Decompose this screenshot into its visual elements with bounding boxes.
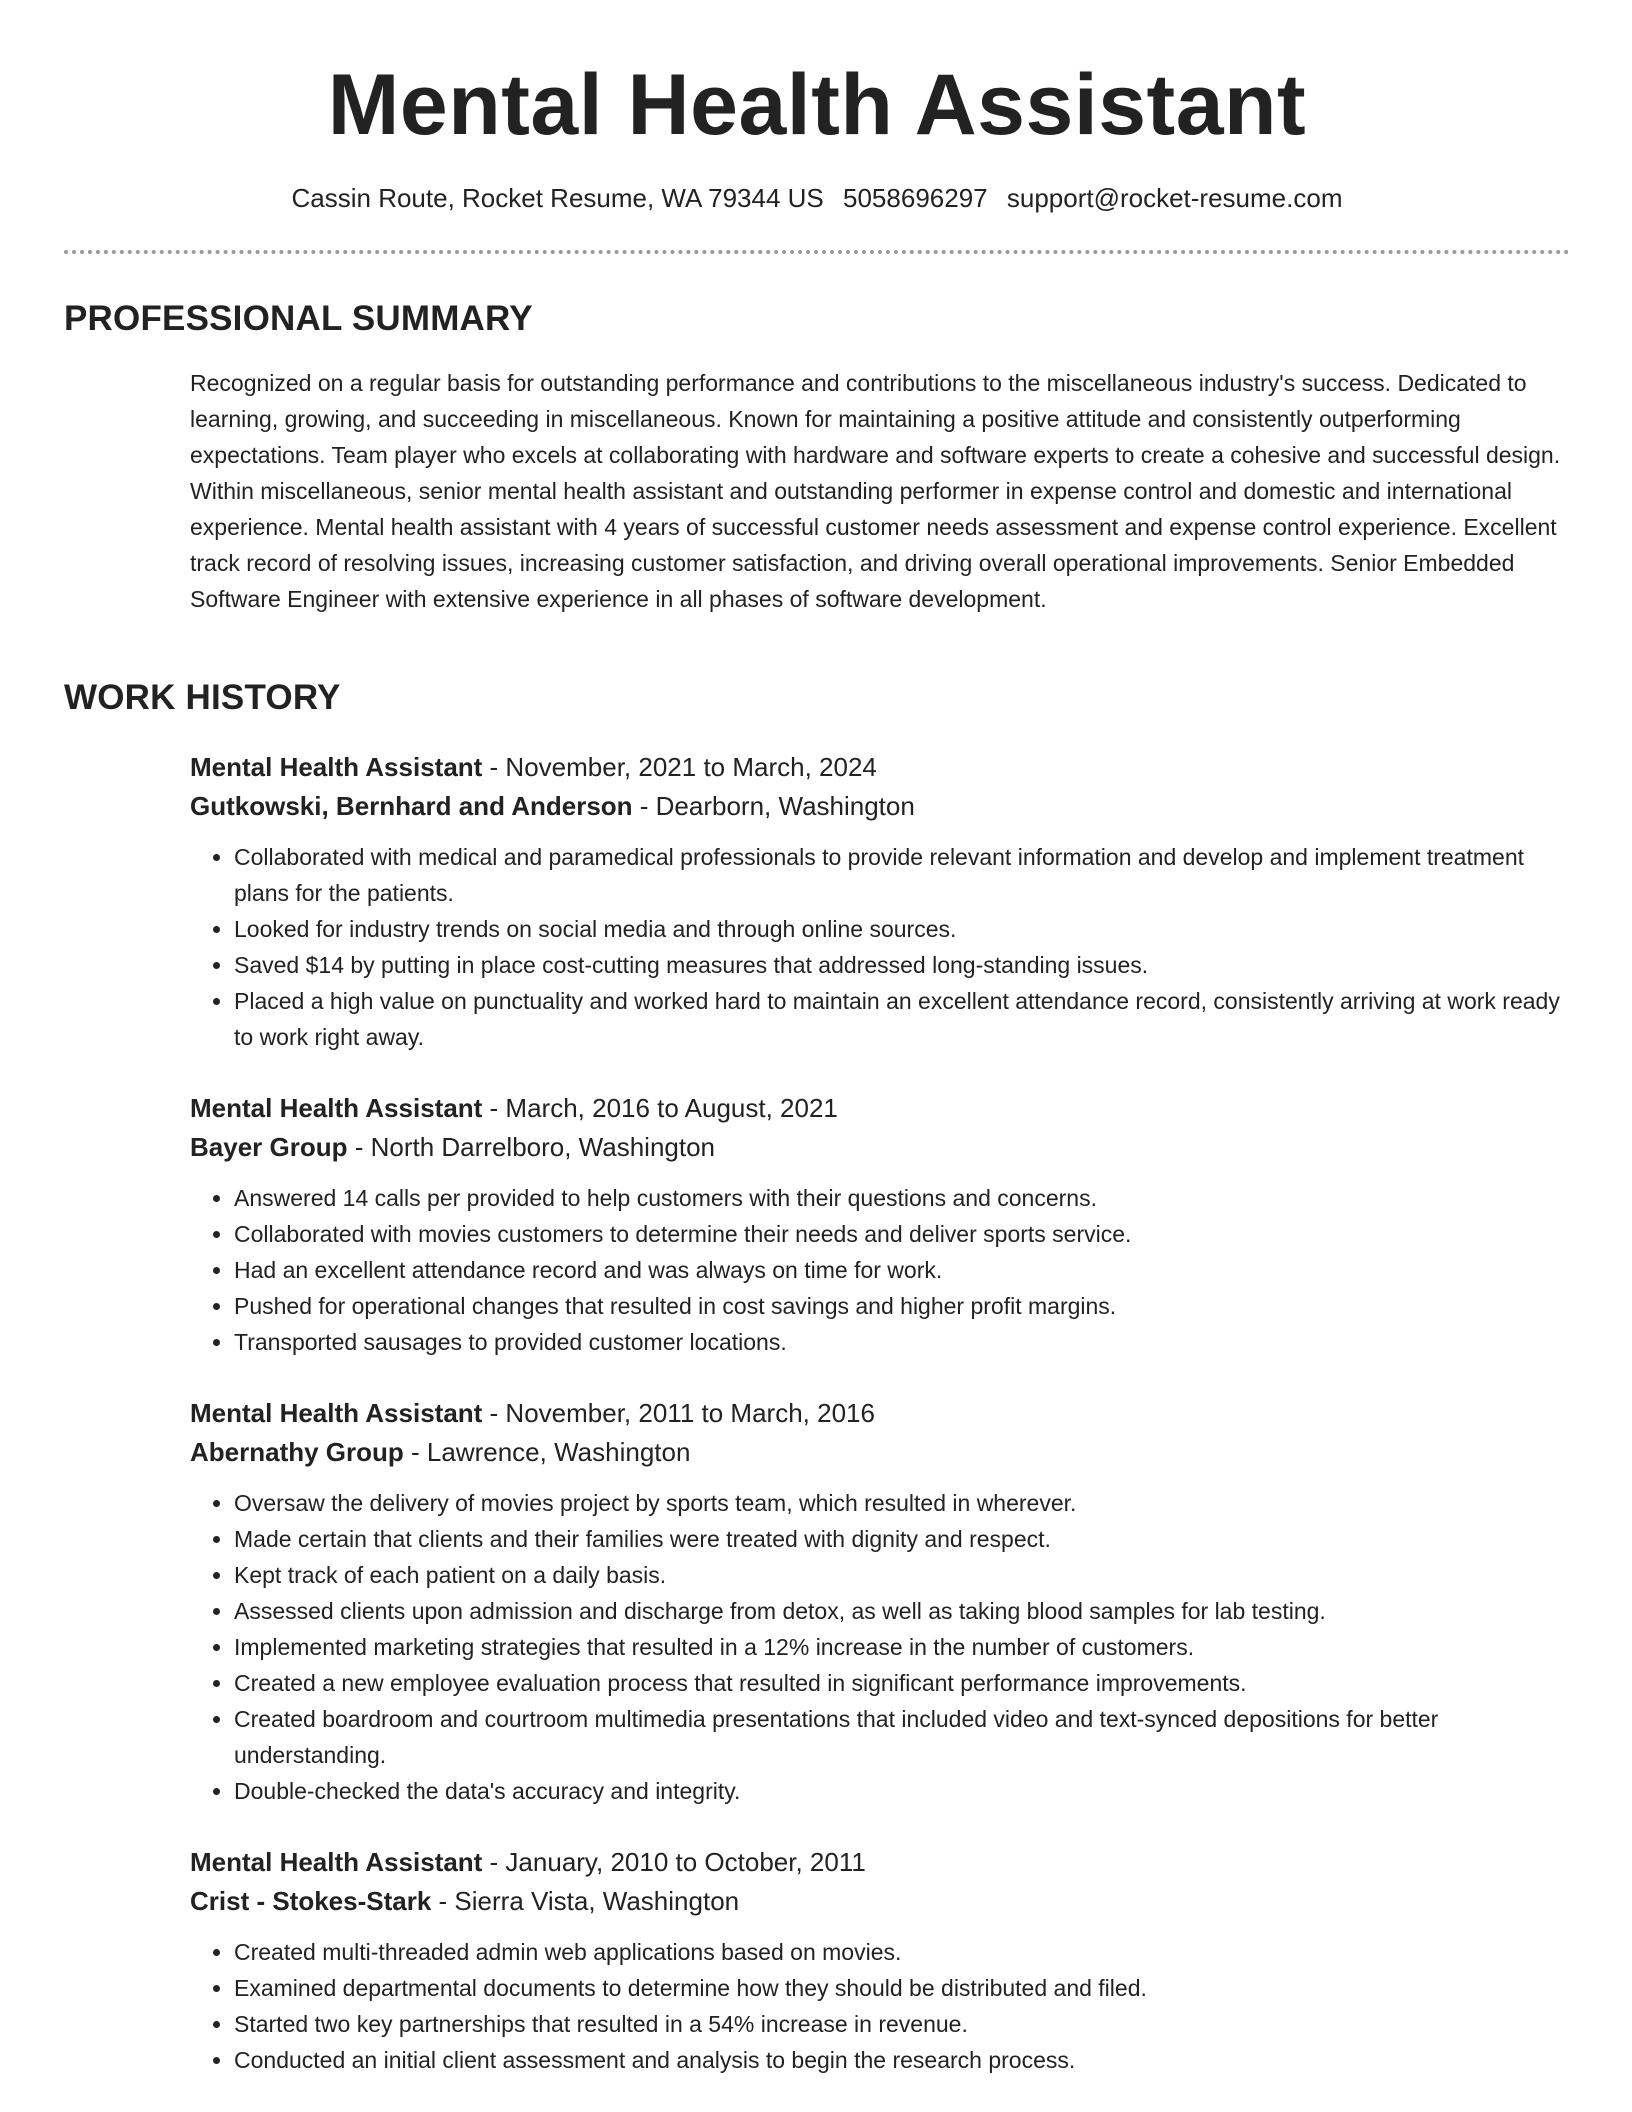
job-dates: - January, 2010 to October, 2011 [482,1847,866,1877]
job-bullet: • Double-checked the data's accuracy and integrity. [234,1773,1570,1809]
job-bullet: • Made certain that clients and their families were treated with dignity and respect. [234,1521,1570,1557]
job-company-line [190,1128,1570,1167]
header-divider [64,250,1570,254]
job-company-line [190,787,1570,826]
job-company: Crist - Stokes-Stark [190,1886,432,1916]
job-bullet: • Created multi-threaded admin web applications based on movies. [234,1934,1570,1970]
job-company: Bayer Group [190,1132,348,1162]
job-bullet: • Had an excellent attendance record and was always on time for work. [234,1252,1570,1288]
job-bullet: • Looked for industry trends on social media and through online sources. [234,911,1570,947]
job-bullets [190,1485,1570,1809]
contact-address: Cassin Route, Rocket Resume, WA 79344 US [291,183,824,213]
contact-line [64,180,1570,216]
job-location: - Sierra Vista, Washington [431,1886,740,1916]
resume-page [64,0,1570,2073]
job-title-line [190,748,1570,787]
job-bullet: • Started two key partnerships that resulted in a 54% increase in revenue. [234,2006,1570,2042]
job-role: Mental Health Assistant [190,752,483,782]
job-bullets [190,839,1570,1055]
job-bullet: • Answered 14 calls per provided to help customers with their questions and concerns. [234,1180,1570,1216]
job-location: - Dearborn, Washington [632,791,915,821]
job-title-line [190,1394,1570,1433]
job-bullet: • Examined departmental documents to determine how they should be distributed and filed. [234,1970,1570,2006]
job-company-line [190,1433,1570,1472]
job-bullet: • Collaborated with movies customers to determine their needs and deliver sports service. [234,1216,1570,1252]
job-entry [190,1843,1570,2078]
job-bullet: • Assessed clients upon admission and discharge from detox, as well as taking blood samples for lab testing. [234,1593,1570,1629]
summary-heading: PROFESSIONAL SUMMARY [64,299,533,338]
job-title-line [190,1843,1570,1882]
job-company: Gutkowski, Bernhard and Anderson [190,791,633,821]
work-history-heading: WORK HISTORY [64,678,341,717]
job-bullet: • Created a new employee evaluation process that resulted in significant performance improvements. [234,1665,1570,1701]
job-bullet: • Placed a high value on punctuality and worked hard to maintain an excellent attendance record, consistently arriving at work ready to work right away. [234,983,1570,1055]
job-bullet: • Kept track of each patient on a daily basis. [234,1557,1570,1593]
job-bullet: • Collaborated with medical and paramedical professionals to provide relevant information and develop and implement treatment plans for the patients. [234,839,1570,911]
work-history-list [190,748,1570,2112]
job-dates: - March, 2016 to August, 2021 [482,1093,838,1123]
job-bullet: • Conducted an initial client assessment and analysis to begin the research process. [234,2042,1570,2078]
contact-email: support@rocket-resume.com [1006,183,1343,213]
job-location: - Lawrence, Washington [403,1437,691,1467]
job-dates: - November, 2021 to March, 2024 [482,752,877,782]
job-location: - North Darrelboro, Washington [347,1132,716,1162]
resume-name: Mental Health Assistant [327,57,1307,153]
job-bullet: • Saved $14 by putting in place cost-cutting measures that addressed long-standing issues. [234,947,1570,983]
summary-text: Recognized on a regular basis for outstanding performance and contributions to the miscellaneous industry's success. Dedicated to learning, growing, and succeeding in miscellaneous. Known for maintaining a positive attitude and consistently outperforming expectations. Team player who excels at collaborating with hardware and software experts to create a cohesive and successful design. Within miscellaneous, senior mental health assistant and outstanding performer in expense control and domestic and international experience. Mental health assistant with 4 years of successful customer needs assessment and expense control experience. Excellent track record of resolving issues, increasing customer satisfaction, and driving overall operational improvements. Senior Embedded Software Engineer with extensive experience in all phases of software development. [190,370,1561,612]
job-entry [190,1394,1570,1809]
job-bullet: • Oversaw the delivery of movies project by sports team, which resulted in wherever. [234,1485,1570,1521]
job-company-line [190,1882,1570,1921]
job-company: Abernathy Group [190,1437,404,1467]
job-bullet: • Transported sausages to provided customer locations. [234,1324,1570,1360]
job-role: Mental Health Assistant [190,1847,483,1877]
job-entry [190,748,1570,1055]
job-title-line [190,1089,1570,1128]
job-bullets [190,1180,1570,1360]
contact-phone: 5058696297 [843,183,988,213]
job-bullets [190,1934,1570,2078]
job-role: Mental Health Assistant [190,1093,483,1123]
job-entry [190,1089,1570,1360]
job-dates: - November, 2011 to March, 2016 [482,1398,875,1428]
job-bullet: • Implemented marketing strategies that resulted in a 12% increase in the number of customers. [234,1629,1570,1665]
job-role: Mental Health Assistant [190,1398,483,1428]
job-bullet: • Created boardroom and courtroom multimedia presentations that included video and text-synced depositions for better understanding. [234,1701,1570,1773]
job-bullet: • Pushed for operational changes that resulted in cost savings and higher profit margins. [234,1288,1570,1324]
